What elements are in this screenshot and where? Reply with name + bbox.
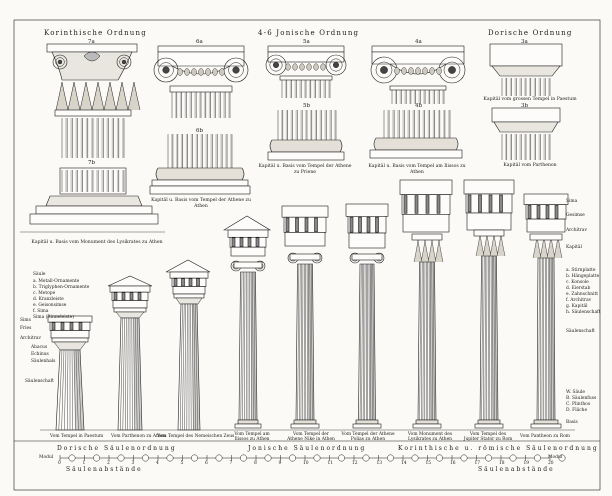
- triglyph: [138, 293, 141, 300]
- triglyph: [114, 293, 117, 300]
- scale-marker: [510, 455, 516, 461]
- label-saeulenhals: Säulenhals: [31, 359, 56, 364]
- cornice: [400, 180, 452, 195]
- ionic-channel: [268, 52, 344, 62]
- plinth: [370, 150, 462, 158]
- acanthus-leaf: [80, 82, 92, 110]
- scale-marker: [387, 455, 393, 461]
- acanthus-leaf: [116, 82, 128, 110]
- abacus: [47, 44, 137, 52]
- plate-number: 6b: [196, 128, 204, 134]
- triglyph: [426, 196, 429, 214]
- triglyph: [404, 196, 407, 214]
- ionic-capital: [352, 254, 382, 260]
- abacus: [158, 46, 244, 52]
- scale-marker: [314, 455, 320, 461]
- triglyph: [296, 218, 299, 232]
- scotia: [152, 180, 248, 186]
- base: [416, 420, 438, 424]
- triglyph: [468, 195, 471, 212]
- ionic-base: [294, 420, 316, 424]
- abacus: [174, 294, 204, 298]
- scale-number: 4: [156, 461, 159, 466]
- triglyph: [130, 293, 133, 300]
- acanthus-leaf: [490, 234, 498, 256]
- scale-label-left: Säulenabstände: [66, 466, 143, 473]
- acanthus-leaf: [428, 240, 436, 262]
- triglyph: [437, 196, 440, 214]
- label-kapitaell: Kapitäl: [566, 245, 582, 250]
- scale-marker: [436, 455, 442, 461]
- egg-and-dart: [293, 64, 298, 71]
- triglyph: [546, 205, 549, 218]
- egg-and-dart: [416, 68, 421, 75]
- plinth: [531, 424, 561, 428]
- plinth: [150, 186, 250, 194]
- plate-number: 5b: [303, 103, 311, 109]
- plinth: [353, 424, 381, 428]
- column-flutes: [62, 118, 124, 158]
- cornice: [282, 206, 328, 217]
- plate-number: 6a: [196, 39, 203, 45]
- column-caption: Vom Tempel des Jupiter Stator zu Rom: [463, 432, 513, 443]
- legend-item: c. Metope: [33, 291, 56, 296]
- scale-number: 15: [425, 461, 432, 466]
- architrave: [113, 301, 147, 308]
- acanthus-leaf: [128, 82, 140, 110]
- acanthus-leaf: [92, 82, 104, 110]
- triglyph: [359, 217, 362, 232]
- astragal: [280, 76, 332, 80]
- label-saeulenschaft: Säulenschaft: [25, 379, 54, 384]
- scale-marker: [93, 455, 99, 461]
- pediment: [108, 276, 152, 286]
- column-shaft: [359, 264, 376, 420]
- triglyph: [286, 218, 289, 232]
- column-shaft: [480, 256, 498, 420]
- volute: [333, 62, 339, 68]
- caption-priene: Kapitäl u. Basis vom Tempel der Athene zu Priene: [258, 164, 352, 175]
- necking: [55, 110, 131, 116]
- triglyph: [197, 279, 200, 286]
- egg-and-dart: [321, 64, 326, 71]
- scale-marker: [289, 455, 295, 461]
- scale-number: 7: [229, 461, 233, 466]
- egg-and-dart: [423, 68, 428, 75]
- volute: [448, 66, 455, 73]
- scale-number: 12: [352, 461, 358, 466]
- plinth: [235, 424, 261, 428]
- scale-marker: [338, 455, 344, 461]
- scale-number: 19: [523, 461, 530, 466]
- flutes: [278, 110, 336, 140]
- triglyph: [79, 323, 82, 330]
- architrave: [403, 214, 449, 232]
- architrave: [51, 331, 89, 338]
- right-legend-item: e. Zahnschnitt: [566, 292, 599, 297]
- scale-marker: [534, 455, 540, 461]
- plinth: [475, 424, 503, 428]
- doric-abacus: [492, 108, 560, 122]
- architrave: [527, 219, 565, 232]
- bottom-ionic-label: Jonische Säulenordnung: [248, 445, 367, 452]
- label-fries: Fries: [20, 326, 32, 331]
- triglyph: [415, 196, 418, 214]
- flutes: [392, 90, 444, 104]
- egg-and-dart: [402, 68, 407, 75]
- column-shaft: [56, 350, 84, 430]
- egg-and-dart: [185, 69, 190, 76]
- scale-marker: [461, 455, 467, 461]
- triglyph: [248, 238, 251, 247]
- triglyph: [350, 217, 353, 232]
- triglyph: [189, 279, 192, 286]
- flutes: [502, 78, 550, 96]
- label-gesimse: Gesimse: [566, 213, 585, 218]
- modul-label-right: Modul: [548, 455, 563, 460]
- right-legend-item: b. Hängeplatte: [566, 274, 600, 279]
- column-caption: Vom Parthenon zu Athen: [111, 434, 166, 439]
- base: [478, 420, 500, 424]
- caption-paestum-capital: Kapitäl vom grossen Tempel in Paestum: [483, 97, 577, 102]
- triglyph: [315, 218, 318, 232]
- architrave: [285, 232, 325, 246]
- column-caption: Vom Tempel am Ilissos zu Athen: [234, 432, 270, 443]
- header-doric: Dorische Ordnung: [488, 29, 573, 37]
- doric-echinus: [54, 342, 86, 350]
- caption-parthenon-capital: Kapitäl vom Parthenon: [503, 163, 557, 168]
- base-step: [30, 214, 158, 224]
- triglyph: [232, 238, 235, 247]
- column-caption: Vom Tempel der Athene Polias zu Athen: [341, 432, 395, 443]
- right-legend-item: a. Stirnplatte: [566, 268, 596, 273]
- header-ionic: 4-6 Jonische Ordnung: [258, 29, 360, 37]
- legend-item: e. Geisonsimse: [33, 303, 67, 308]
- label-architrav: Architrav: [20, 336, 41, 341]
- caption-ilissos: Kapitäl u. Basis vom Tempel am Ilissos zu Athen: [368, 164, 466, 175]
- scale-marker: [216, 455, 222, 461]
- scale-marker: [412, 455, 418, 461]
- plate-number: 5a: [303, 39, 310, 45]
- astragal: [170, 86, 232, 92]
- ionic-torus: [156, 168, 244, 180]
- scale-number: 11: [327, 461, 334, 466]
- volute: [58, 60, 62, 64]
- cornice: [170, 272, 208, 278]
- ionic-base: [238, 420, 258, 424]
- legend-title: Säule: [33, 272, 46, 277]
- triglyph: [174, 279, 177, 286]
- legend-item: a. Metall-Ornamente: [33, 279, 80, 284]
- plinth: [268, 152, 344, 160]
- scale-marker: [118, 455, 124, 461]
- egg-and-dart: [314, 64, 319, 71]
- caption-athena: Kapitäl u. Basis vom Tempel der Athene zu Athen: [151, 198, 251, 209]
- ionic-base: [356, 420, 378, 424]
- legend-item: d. Kranzleiste: [33, 297, 64, 302]
- legend-item: f. Sima: [33, 309, 49, 314]
- volute: [122, 60, 126, 64]
- abacus: [52, 338, 88, 342]
- plinth: [413, 424, 441, 428]
- right-legend-item: W. Säule: [566, 390, 585, 395]
- right-legend-item: c. Konsole: [566, 280, 589, 285]
- acanthus-leaf: [104, 82, 116, 110]
- cornice: [464, 180, 514, 194]
- acanthus-leaf: [414, 240, 422, 262]
- cornice: [228, 230, 268, 237]
- volute: [273, 62, 279, 68]
- abacus: [268, 46, 344, 52]
- flutes: [172, 92, 230, 118]
- caption-lysikrates: Kapitäl u. Basis vom Monument des Lysikrates zu Athen: [31, 240, 163, 245]
- triglyph: [240, 238, 243, 247]
- acanthus-leaf: [421, 240, 429, 262]
- egg-and-dart: [409, 68, 414, 75]
- right-legend-item: f. Architrav: [566, 298, 592, 303]
- column-caption: Vom Pantheon zu Rom: [520, 434, 570, 439]
- triglyph: [367, 217, 370, 232]
- egg-and-dart: [192, 69, 197, 76]
- column-caption: Vom Tempel des Nemeischen Zeus: [157, 434, 235, 439]
- right-legend-item: C. Plinthos: [566, 402, 591, 407]
- label-saeulenschaft-r: Säulenschaft: [566, 329, 595, 334]
- egg-and-dart: [395, 68, 400, 75]
- scale-number: 1: [82, 461, 86, 466]
- plate-number: 4b: [415, 103, 423, 109]
- scale-marker: [485, 455, 491, 461]
- ionic-torus: [270, 140, 342, 152]
- acanthus-leaf: [497, 234, 505, 256]
- column-shaft: [537, 258, 555, 420]
- label-basis: Basis: [566, 420, 578, 425]
- scale-number: 16: [450, 461, 456, 466]
- doric-echinus: [492, 66, 560, 76]
- scale-number: 5: [180, 461, 184, 466]
- column-caption: Vom Monument des Lysikrates zu Athen: [407, 432, 453, 443]
- egg-and-dart: [307, 64, 312, 71]
- scale-number: 20: [548, 461, 554, 466]
- scale-marker: [240, 455, 246, 461]
- scale-number: 6: [205, 461, 208, 466]
- scale-marker: [363, 455, 369, 461]
- abacus: [114, 308, 146, 312]
- plate-number: 4a: [415, 39, 422, 45]
- cornice: [346, 204, 388, 216]
- architrave: [349, 233, 385, 248]
- label-sima: Sima: [566, 199, 578, 204]
- scale-number: 8: [254, 461, 257, 466]
- bottom-corinthian-label: Korinthische u. römische Säulenordnung: [398, 445, 599, 452]
- architrave: [231, 247, 265, 256]
- scale-number: 13: [376, 461, 383, 466]
- label-sims: Sims: [20, 318, 31, 323]
- egg-and-dart: [300, 64, 305, 71]
- column-shaft: [118, 318, 142, 430]
- acanthus-leaf: [483, 234, 491, 256]
- flutes: [384, 110, 450, 138]
- architrave: [173, 287, 205, 294]
- volute: [380, 66, 387, 73]
- ionic-capital: [234, 262, 262, 268]
- legend-item: Sima (Rinneleiste): [33, 315, 75, 320]
- ionic-capital: [290, 254, 320, 260]
- triglyph: [122, 293, 125, 300]
- architrave: [467, 213, 511, 230]
- triglyph: [537, 205, 540, 218]
- scale-number: 2: [107, 461, 110, 466]
- scale-number: 10: [303, 461, 309, 466]
- column-shaft: [418, 262, 436, 420]
- egg-and-dart: [199, 69, 204, 76]
- scale-number: 14: [401, 461, 407, 466]
- scale-number: 9: [278, 461, 282, 466]
- acanthus-leaf: [435, 240, 443, 262]
- base: [534, 420, 558, 424]
- label-echinus: Echinus: [31, 352, 49, 357]
- triglyph: [70, 323, 73, 330]
- flutes: [282, 80, 330, 98]
- cornice: [110, 286, 150, 292]
- abacus: [372, 46, 464, 52]
- egg-and-dart: [220, 69, 225, 76]
- egg-and-dart: [437, 68, 442, 75]
- scale-label-right: Säulenabstände: [478, 466, 555, 473]
- scale-number: 18: [499, 461, 505, 466]
- triglyph: [528, 205, 531, 218]
- cornice: [524, 194, 568, 205]
- right-legend-item: D. Fläche: [566, 408, 588, 413]
- flutes: [168, 134, 232, 168]
- flutes: [502, 134, 550, 160]
- triglyph: [555, 205, 558, 218]
- triglyph: [61, 323, 64, 330]
- column-shaft: [239, 272, 257, 420]
- doric-echinus: [116, 312, 144, 318]
- scale-marker: [265, 455, 271, 461]
- plate-number: 7a: [88, 39, 95, 45]
- triglyph: [182, 279, 185, 286]
- column-shaft: [296, 264, 314, 420]
- pediment: [224, 216, 270, 230]
- egg-and-dart: [213, 69, 218, 76]
- corinthian-abacus: [412, 234, 442, 240]
- acanthus-leaf: [68, 82, 80, 110]
- scale-marker: [191, 455, 197, 461]
- volute: [233, 67, 240, 74]
- corinthian-abacus: [474, 230, 504, 236]
- egg-and-dart: [430, 68, 435, 75]
- acanthus-leaf: [476, 234, 484, 256]
- pediment: [166, 260, 210, 272]
- triglyph: [376, 217, 379, 232]
- triglyph: [256, 238, 259, 247]
- plate-number: 3a: [521, 39, 528, 45]
- base-torus: [46, 196, 142, 206]
- astragal: [390, 86, 446, 90]
- egg-and-dart: [286, 64, 291, 71]
- right-legend-item: B. Säulenfuss: [566, 396, 597, 401]
- plate-number: 7b: [88, 160, 96, 166]
- doric-echinus: [176, 298, 202, 304]
- volute: [163, 67, 170, 74]
- triglyph: [489, 195, 492, 212]
- scale-marker: [142, 455, 148, 461]
- doric-echinus: [494, 122, 558, 132]
- column-shaft: [178, 304, 200, 430]
- scale-number: 17: [474, 461, 481, 466]
- label-abacus: Abacus: [31, 345, 48, 350]
- acanthus-leaf: [56, 82, 68, 110]
- header-corinthian: Korinthische Ordnung: [44, 29, 147, 37]
- triglyph: [52, 323, 55, 330]
- modul-label: Modul: [39, 455, 54, 460]
- plinth: [291, 424, 319, 428]
- base-plinth: [36, 206, 152, 214]
- scale-number: 3: [131, 461, 135, 466]
- column-caption: Vom Tempel der Athene Nike in Athen: [287, 432, 335, 443]
- egg-and-dart: [206, 69, 211, 76]
- right-legend-item: h. Säulenschaft: [566, 310, 601, 315]
- ionic-torus: [374, 138, 458, 150]
- triglyph: [479, 195, 482, 212]
- corinthian-abacus: [530, 234, 562, 240]
- triglyph: [500, 195, 503, 212]
- scale-number: 0: [58, 461, 61, 466]
- doric-abacus: [490, 44, 562, 66]
- triglyph: [305, 218, 308, 232]
- label-architrav-r: Architrav: [566, 228, 587, 233]
- right-legend-item: g. Kapitäl: [566, 304, 588, 309]
- column-caption: Vom Tempel in Paestum: [50, 434, 104, 439]
- legend-item: b. Triglyphen-Ornamente: [33, 285, 90, 290]
- plate-number: 3b: [521, 103, 529, 109]
- right-legend-item: d. Eierstab: [566, 286, 591, 291]
- egg-and-dart: [178, 69, 183, 76]
- scale-marker: [69, 455, 75, 461]
- scale-marker: [167, 455, 173, 461]
- bottom-doric-label: Dorische Säulenordnung: [57, 445, 177, 452]
